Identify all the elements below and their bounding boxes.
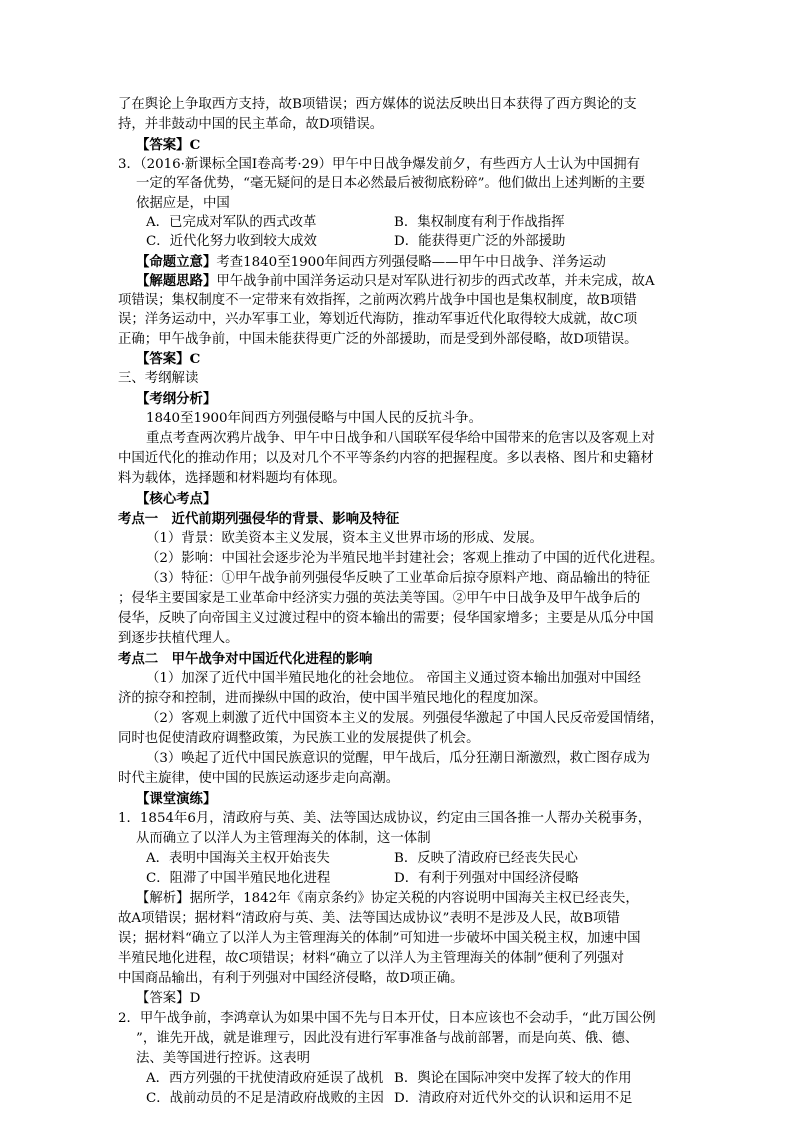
text-line: 故A项错误；据材料“清政府与英、美、法等国达成协议”表明不是涉及人民，故B项错 [118,911,620,926]
answer-line [136,349,200,370]
text-line: 中国近代化的推动作用；以及对几个不平等条约内容的把握程度。多以表格、图片和史籍材 [118,451,654,466]
answer-label: 【答案】 [136,351,190,367]
answer-value: C [189,137,201,153]
text-line: 时代主旋律，使中国的民族运动逐步走向高潮。 [118,771,400,786]
text-line: 半殖民地化进程，故C项错误；材料“确立了以洋人为主管理海关的体制”便利了列强对 [118,951,624,966]
option-a: A．已完成对军队的西式改革 [146,215,317,230]
text-line: （2）影响：中国社会逐步沦为半殖民地半封建社会；客观上推动了中国的近代化进程。 [146,551,664,566]
point-title: 考点一 近代前期列强侵华的背景、影响及特征 [118,511,400,527]
practice-label: 【课堂演练】 [136,791,217,807]
core-label: 【核心考点】 [136,491,217,507]
text-line: 误；洋务运动中，兴办军事工业，筹划近代海防，推动军事近代化取得较大成就，故C项 [118,312,638,327]
text-line: （1）加深了近代中国半殖民地化的社会地位。 帝国主义通过资本输出加强对中国经 [146,671,641,686]
text-line: 1840至1900年间西方列强侵略与中国人民的反抗斗争。 [146,411,482,426]
answer-line [136,135,200,156]
answer-value: C [189,351,201,367]
answer-line [136,989,200,1009]
section-heading: 三、考纲解读 [118,371,199,386]
option-d: D．能获得更广泛的外部援助 [394,234,566,249]
text-line: 了在舆论上争取西方支持，故B项错误；西方媒体的说法反映出日本获得了西方舆论的支 [118,97,637,112]
text-line: 料为载体，选择题和材料题均有体现。 [118,471,346,486]
text-line: （3）特征：①甲午战争前列强侵华反映了工业革命后掠夺原料产地、商品输出的特征 [146,571,650,586]
option-c: C．战前动员的不足是清政府战败的主因 [146,1091,384,1106]
text-line: （1）背景：欧美资本主义发展，资本主义世界市场的形成、发展。 [146,531,543,546]
text-line: 济的掠夺和控制，进而操纵中国的政治，使中国半殖民地化的程度加深。 [118,691,547,706]
question-stem: 3．（2016·新课标全国Ⅰ卷高考·29）甲午中日战争爆发前夕，有些西方人士认为中国拥有 [118,157,641,172]
intent-text: 考查1840至1900年间西方列强侵略——甲午中日战争、洋务运动 [216,255,606,270]
question-stem: 从而确立了以洋人为主管理海关的体制，这一体制 [136,831,431,846]
text-line: 同时也促使清政府调整政策，为民族工业的发展提供了机会。 [118,731,480,746]
option-c: C．近代化努力收到较大成效 [146,234,317,249]
analysis-line [136,889,639,909]
intent-line [136,252,606,273]
text-line: ；侵华主要国家是工业革命中经济实力强的英法美等国。②甲午中日战争及甲午战争后的 [118,591,641,606]
option-d: D．有利于列强对中国经济侵略 [394,871,579,886]
idea-label: 【解题思路】 [136,273,217,289]
question-stem: 1．1854年6月，清政府与英、美、法等国达成协议，约定由三国各推一人帮办关税事务， [118,811,652,826]
analysis-label: 【考纲分析】 [136,391,217,407]
question-stem: 一定的军备优势，“毫无疑问的是日本必然最后被彻底粉碎”。他们做出上述判断的主要 [136,176,646,191]
text-line: 项错误；集权制度不一定带来有效指挥，之前两次鸦片战争中国也是集权制度，故B项错 [118,293,637,308]
option-b: B．舆论在国际冲突中发挥了较大的作用 [394,1071,632,1086]
option-c: C．阻滞了中国半殖民地化进程 [146,871,331,886]
question-stem: ”，谁先开战，就是谁理亏，因此没有进行军事准备与战前部署，而是向英、俄、德、 [136,1031,639,1046]
idea-text: 甲午战争前中国洋务运动只是对军队进行初步的西式改革，并未完成，故A [216,274,655,289]
analysis-text: 据所学，1842年《南京条约》协定关税的内容说明中国海关主权已经丧失， [189,891,639,906]
idea-line [136,271,655,292]
text-line: 侵华，反映了向帝国主义过渡过程中的资本输出的需要；侵华国家增多；主要是从瓜分中国 [118,611,654,626]
analysis-label: 【解析】 [136,891,190,906]
question-stem: 2．甲午战争前，李鸿章认为如果中国不先与日本开仗，日本应该也不会动手，“此万国公例 [118,1011,656,1026]
point-title: 考点二 甲午战争对中国近代化进程的影响 [118,651,373,667]
text-line: （3）唤起了近代中国民族意识的觉醒，甲午战后，瓜分狂潮日渐激烈，救亡图存成为 [146,751,650,766]
question-stem: 法、美等国进行控诉。这表明 [136,1051,311,1066]
text-line: 中国商品输出，有利于列强对中国经济侵略，故D项正确。 [118,971,464,986]
text-line: 到逐步扶植代理人。 [118,631,239,646]
option-a: A．表明中国海关主权开始丧失 [146,851,330,866]
answer-label: 【答案】 [136,991,190,1006]
option-b: B．反映了清政府已经丧失民心 [394,851,578,866]
text-line: 误；据材料“确立了以洋人为主管理海关的体制”可知进一步破坏中国关税主权，加速中国 [118,931,641,946]
text-line: （2）客观上刺激了近代中国资本主义的发展。列强侵华激起了中国人民反帝爱国情绪， [146,711,664,726]
option-a: A．西方列强的干扰使清政府延误了战机 [146,1071,384,1086]
answer-value: D [189,991,201,1006]
text-line: 持，并非鼓动中国的民主革命，故D项错误。 [118,117,384,132]
text-line: 重点考查两次鸦片战争、甲午中日战争和八国联军侵华给中国带来的危害以及客观上对 [146,431,655,446]
answer-label: 【答案】 [136,137,190,153]
question-stem: 依据应是，中国 [136,196,230,211]
text-line: 正确；甲午战争前，中国未能获得更广泛的外部援助，而是受到外部侵略，故D项错误。 [118,332,638,347]
intent-label: 【命题立意】 [136,254,217,270]
option-b: B．集权制度有利于作战指挥 [394,215,565,230]
option-d: D．清政府对近代外交的认识和运用不足 [394,1091,633,1106]
